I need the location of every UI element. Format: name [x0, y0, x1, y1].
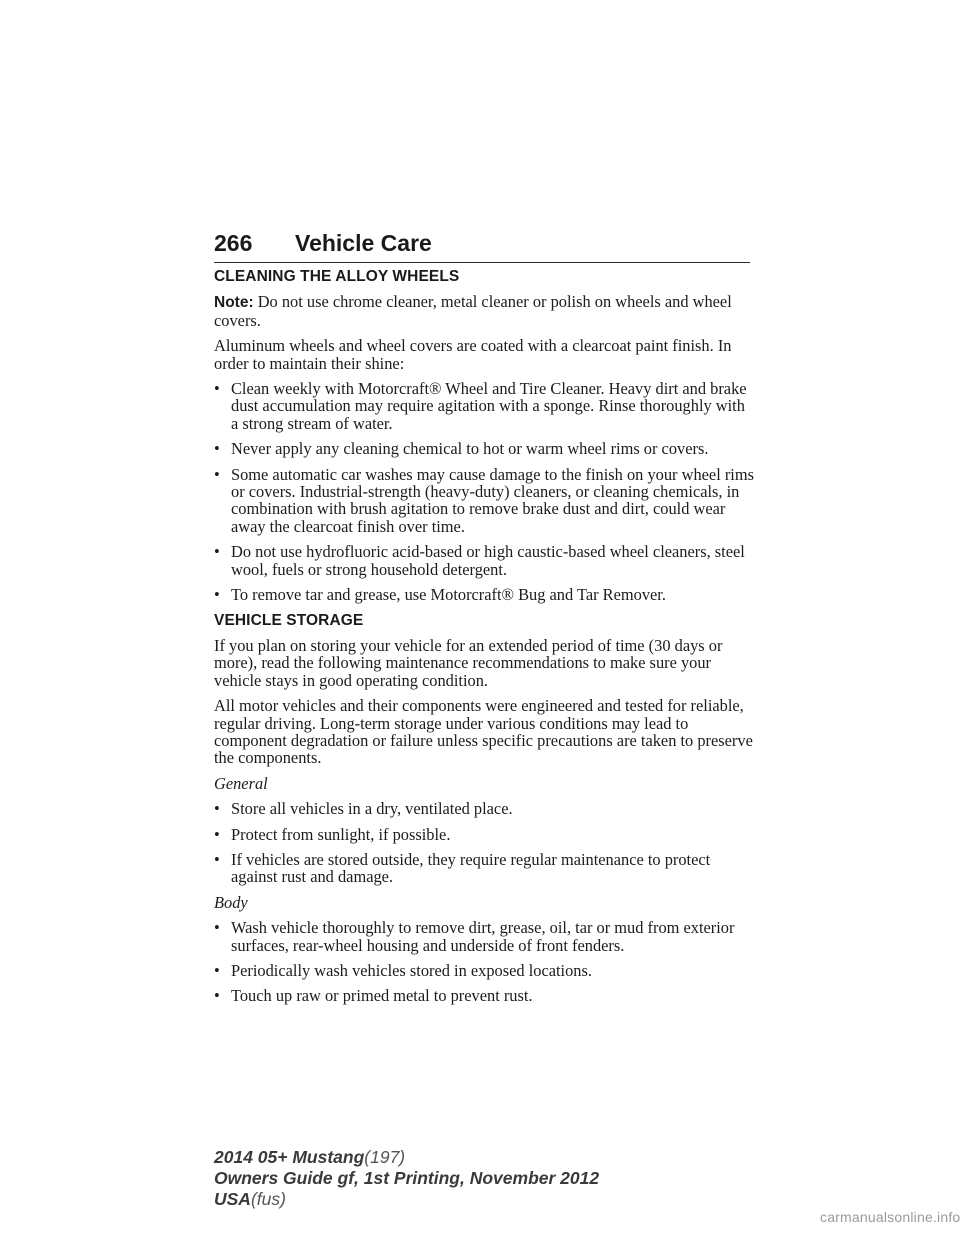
watermark: carmanualsonline.info [820, 1209, 960, 1225]
alloy-intro: Aluminum wheels and wheel covers are coated with a clearcoat paint finish. In order to maintain their shine: [214, 336, 732, 373]
print-footer [214, 1147, 599, 1210]
note-label: Note: [214, 294, 254, 312]
list-item: • Touch up raw or primed metal to prevent rust. [214, 986, 533, 1006]
page-number: 266 [214, 230, 253, 256]
list-item: • Some automatic car washes may cause damage to the finish on your wheel rims or covers. Industrial-strength (heavy-duty) cleaners, or cleaning chemicals, in combination with brush agitation to remove brake dust and dirt, could wear away the clearcoat finish over time. [214, 464, 754, 536]
list-item: • Protect from sunlight, if possible. [214, 824, 451, 844]
list-item: • Clean weekly with Motorcraft® Wheel and Tire Cleaner. Heavy dirt and brake dust accumulation may require agitation with a sponge. Rinse thoroughly with a strong stream of water. [214, 379, 747, 433]
subheading-general: General [214, 773, 268, 793]
bullet-icon: • [214, 464, 220, 484]
list-item: • Wash vehicle thoroughly to remove dirt, grease, oil, tar or mud from exterior surfaces, rear-wheel housing and underside of front fenders. [214, 918, 735, 955]
footer-line-2: Owners Guide gf, 1st Printing, November 2012 [214, 1168, 600, 1188]
bullet-icon: • [214, 542, 220, 562]
bullet-icon: • [214, 849, 220, 869]
note-text: Do not use chrome cleaner, metal cleaner or polish on wheels and wheel covers. [214, 292, 732, 330]
alloy-bullet-list [214, 380, 754, 603]
heading-vehicle-storage: VEHICLE STORAGE [214, 611, 364, 629]
storage-para-2: All motor vehicles and their components were engineered and tested for reliable, regular driving. Long-term storage under various conditions may lead to component degradation or failure unless specific precautions are taken to preserve the components. [214, 696, 753, 768]
list-item: • To remove tar and grease, use Motorcraft® Bug and Tar Remover. [214, 585, 666, 605]
bullet-icon: • [214, 961, 220, 980]
bullet-icon: • [214, 986, 220, 1006]
bullet-icon: • [214, 824, 220, 844]
heading-alloy-wheels: CLEANING THE ALLOY WHEELS [214, 268, 460, 285]
bullet-icon: • [214, 379, 220, 399]
note-paragraph [214, 293, 754, 329]
subheading-body: Body [214, 892, 248, 912]
general-bullet-list [214, 800, 754, 886]
list-item: • Store all vehicles in a dry, ventilated place. [214, 799, 513, 819]
bullet-icon: • [214, 799, 220, 819]
footer-line-1: 2014 05+ Mustang(197) [214, 1147, 406, 1167]
list-item: • Periodically wash vehicles stored in exposed locations. [214, 961, 592, 980]
list-item: • Do not use hydrofluoric acid-based or high caustic-based wheel cleaners, steel wool, fuels or strong household detergent. [214, 542, 745, 579]
list-item: • If vehicles are stored outside, they require regular maintenance to protect against rust and damage. [214, 849, 711, 887]
body-bullet-list [214, 919, 754, 1005]
section-title: Vehicle Care [295, 230, 432, 256]
storage-para-1: If you plan on storing your vehicle for an extended period of time (30 days or more), read the following maintenance recommendations to make sure your vehicle stays in good operating condition. [214, 635, 723, 690]
bullet-icon: • [214, 585, 220, 605]
bullet-icon: • [214, 918, 220, 938]
bullet-icon: • [214, 439, 220, 459]
page-header [214, 226, 750, 263]
list-item: • Never apply any cleaning chemical to hot or warm wheel rims or covers. [214, 439, 709, 459]
footer-line-3: USA(fus) [214, 1189, 286, 1209]
page-content [214, 268, 754, 1013]
